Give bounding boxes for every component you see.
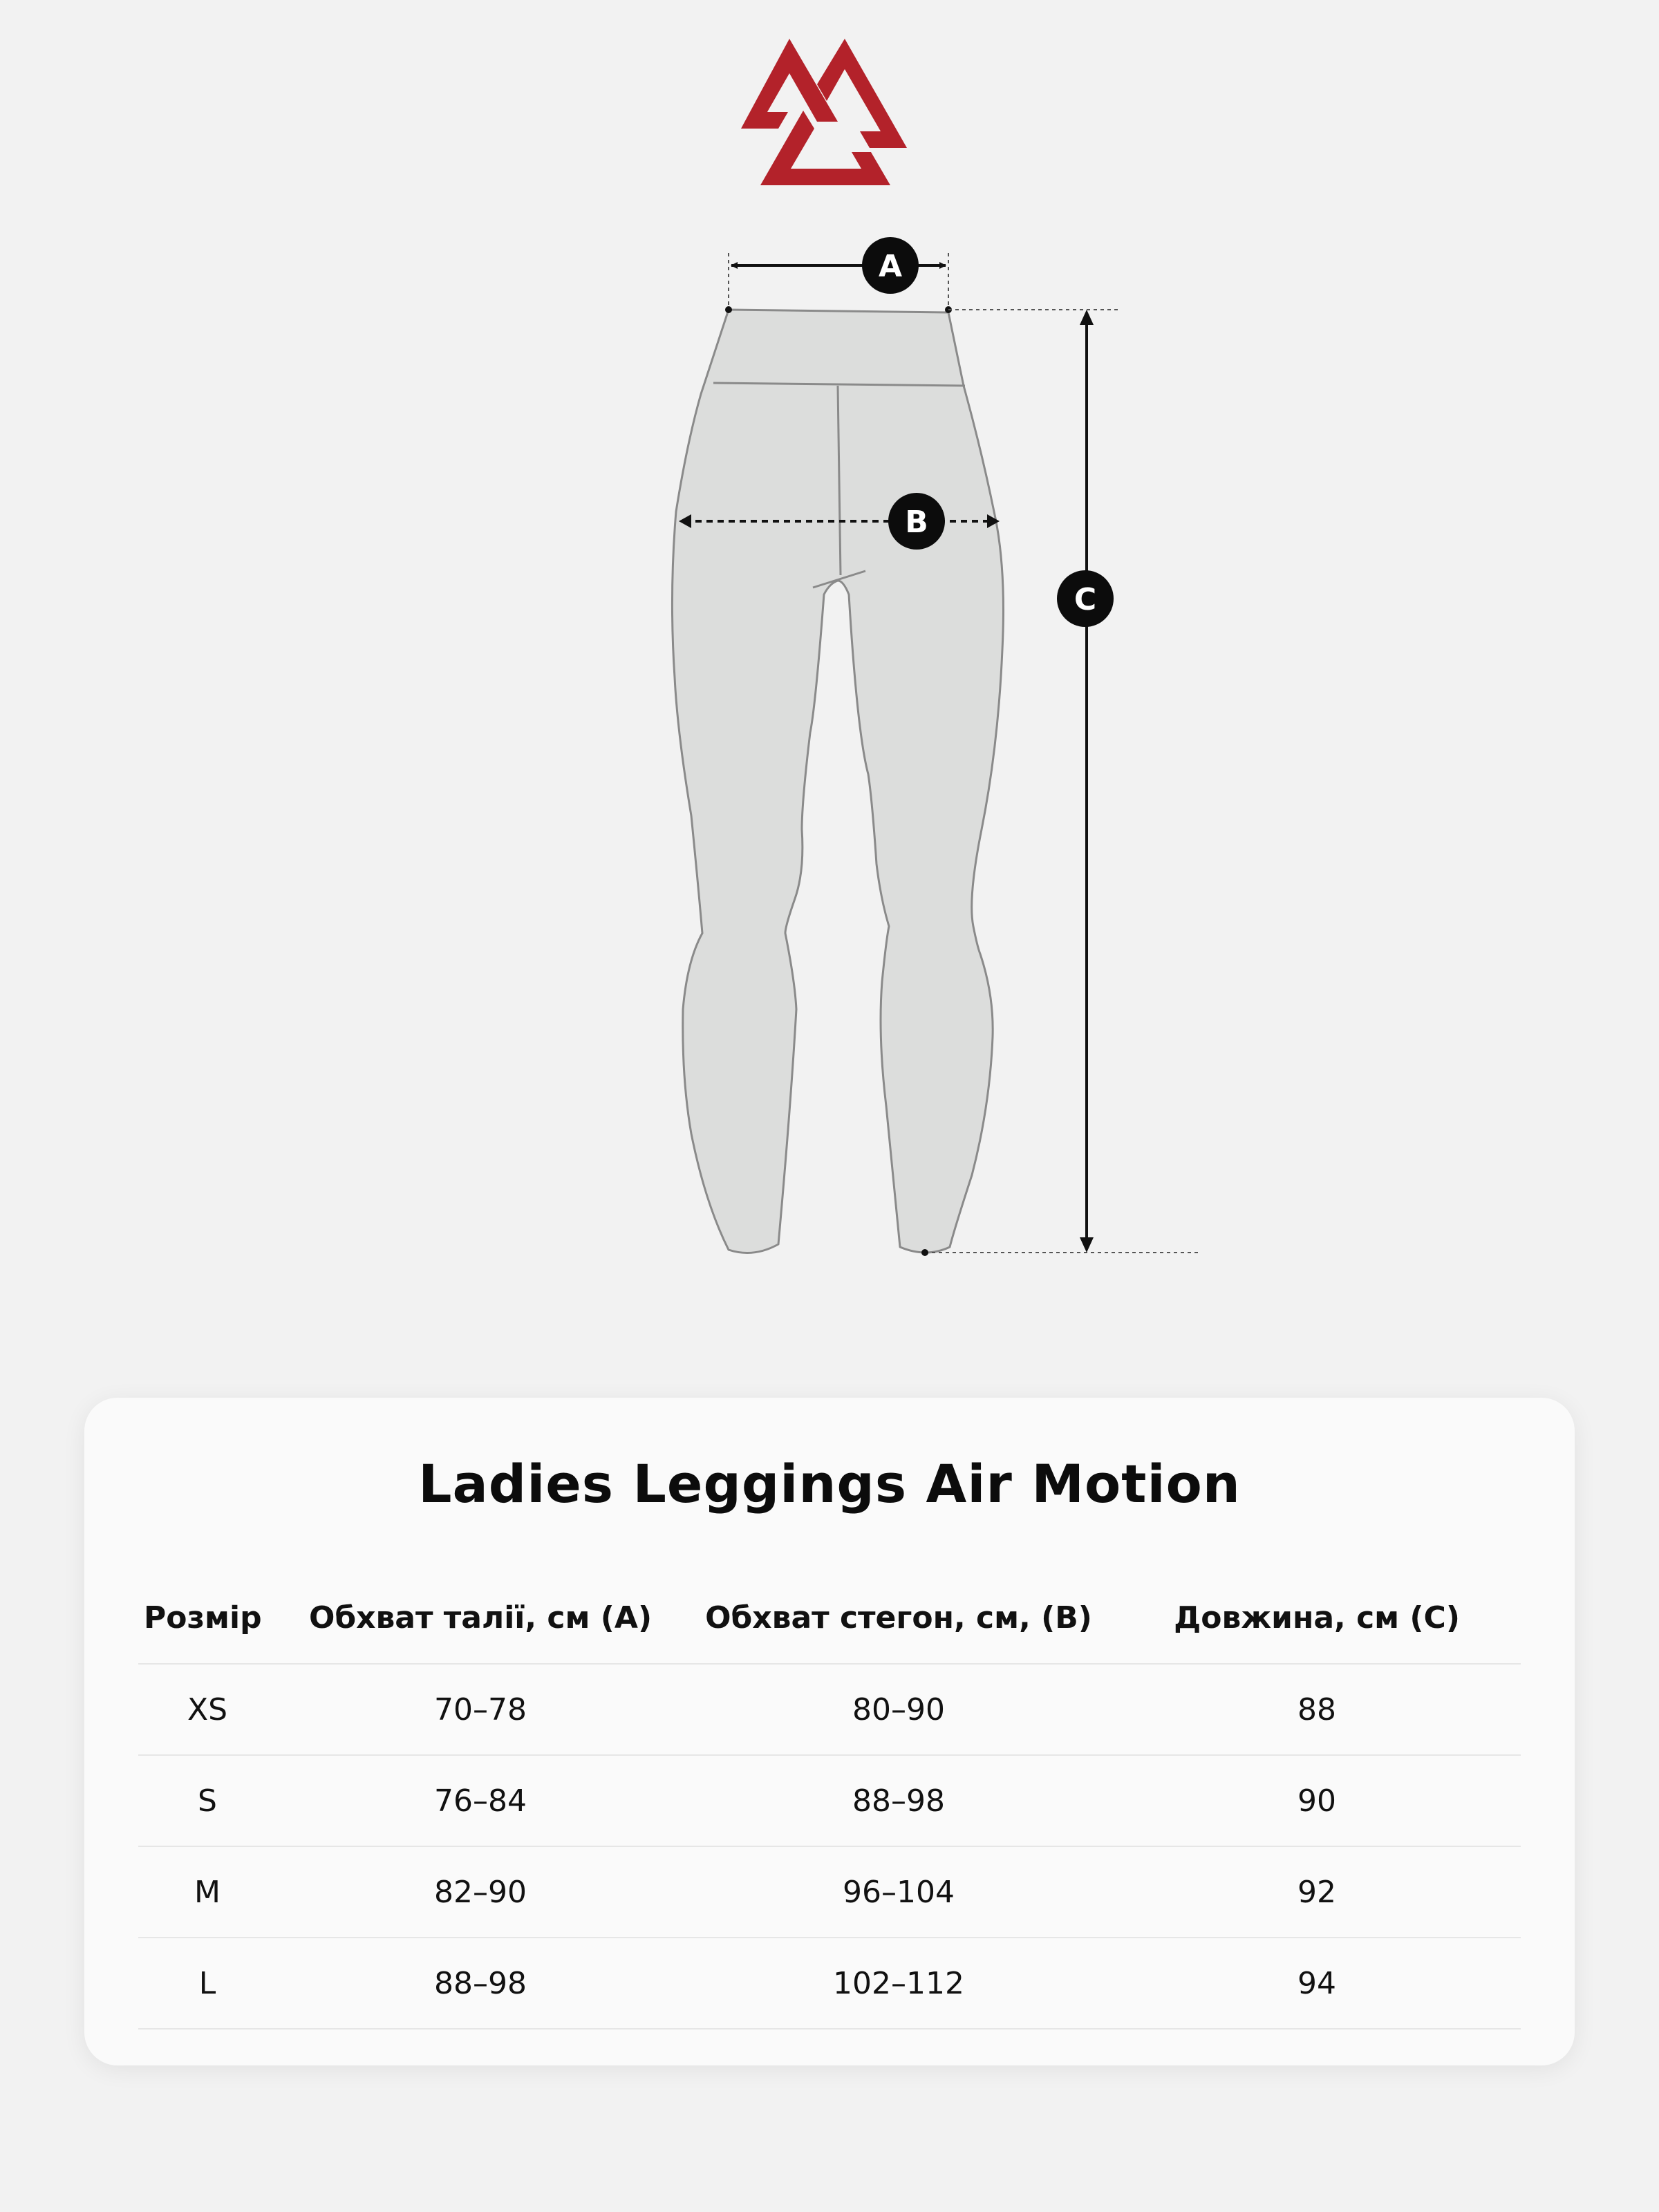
length-cell: 88 — [1113, 1664, 1521, 1755]
size-table — [138, 1572, 1521, 2030]
table-row — [138, 1755, 1521, 1846]
leggings-silhouette — [672, 310, 1003, 1253]
brand-logo-icon — [740, 37, 908, 187]
size-cell: XS — [138, 1664, 276, 1755]
column-header-length: Довжина, см (C) — [1113, 1572, 1521, 1664]
length-cell: 94 — [1113, 1938, 1521, 2029]
table-row — [138, 1664, 1521, 1755]
waist-cell: 70–78 — [276, 1664, 684, 1755]
marker-b: B — [905, 505, 928, 540]
waist-cell: 88–98 — [276, 1938, 684, 2029]
length-cell: 92 — [1113, 1846, 1521, 1938]
size-cell: S — [138, 1755, 276, 1846]
column-header-size: Розмір — [138, 1572, 276, 1664]
column-header-hips: Обхват стегон, см, (B) — [684, 1572, 1113, 1664]
length-cell: 90 — [1113, 1755, 1521, 1846]
marker-a: A — [878, 249, 903, 284]
size-chart-card — [84, 1398, 1575, 2065]
waist-cell: 82–90 — [276, 1846, 684, 1938]
table-row — [138, 1846, 1521, 1938]
waist-cell: 76–84 — [276, 1755, 684, 1846]
hips-cell: 88–98 — [684, 1755, 1113, 1846]
size-chart-title: Ladies Leggings Air Motion — [418, 1453, 1241, 1515]
hips-cell: 102–112 — [684, 1938, 1113, 2029]
column-header-waist: Обхват талії, см (A) — [276, 1572, 684, 1664]
table-header-row — [138, 1572, 1521, 1664]
waist-measurement-a — [725, 237, 952, 313]
size-cell: M — [138, 1846, 276, 1938]
leggings-measurement-diagram — [0, 207, 1659, 1286]
size-cell: L — [138, 1938, 276, 2029]
hips-cell: 96–104 — [684, 1846, 1113, 1938]
marker-c: C — [1074, 582, 1097, 617]
hips-cell: 80–90 — [684, 1664, 1113, 1755]
table-row — [138, 1938, 1521, 2029]
